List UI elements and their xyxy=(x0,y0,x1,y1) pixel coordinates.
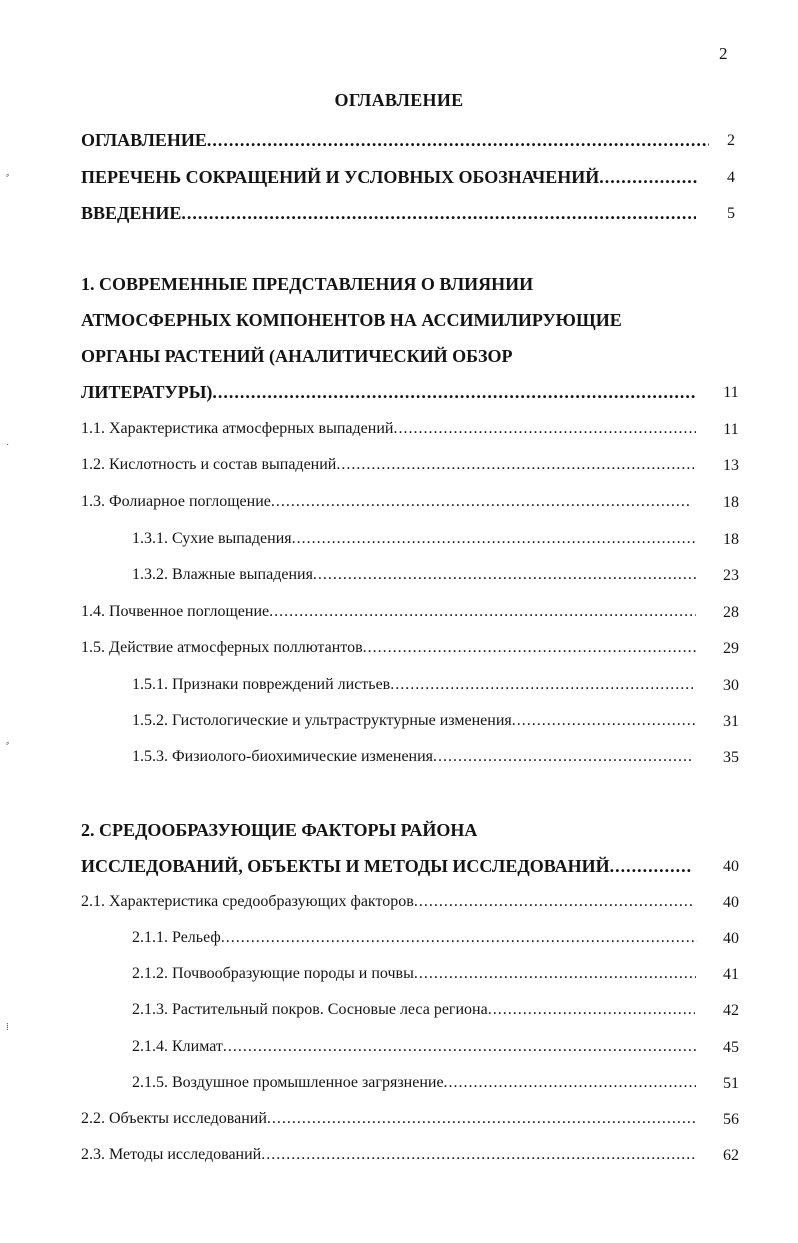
scan-speck: ⸗ xyxy=(6,738,10,749)
toc-entry xyxy=(132,748,693,766)
leader-dots xyxy=(444,1074,696,1092)
toc-entry-page: 51 xyxy=(723,1075,739,1092)
leader-dots xyxy=(610,856,693,877)
chapter-heading-line: ОРГАНЫ РАСТЕНИЙ (АНАЛИТИЧЕСКИЙ ОБЗОР xyxy=(81,346,513,366)
toc-entry xyxy=(132,530,696,548)
toc-entry xyxy=(81,603,696,621)
toc-entry xyxy=(132,965,696,983)
toc-entry-page: 2 xyxy=(727,132,735,149)
leader-dots xyxy=(207,130,709,151)
toc-entry xyxy=(81,639,697,657)
toc-entry-text: 1.4. Почвенное поглощение xyxy=(81,603,270,620)
toc-entry-text: 2.1. Характеристика средообразующих факторов xyxy=(81,893,414,910)
leader-dots xyxy=(393,420,696,438)
toc-entry-text: 1.5.3. Физиолого-биохимические изменения xyxy=(132,748,434,765)
leader-dots xyxy=(212,382,696,403)
toc-entry-page: 40 xyxy=(723,894,739,911)
chapter-heading-last-line xyxy=(81,382,696,403)
toc-entry xyxy=(81,420,696,438)
toc-entry-contents xyxy=(81,130,709,151)
toc-entry-text: 1.2. Кислотность и состав выпадений xyxy=(81,456,337,473)
toc-entry xyxy=(132,1001,695,1019)
toc-entry-text: 2.3. Методы исследований xyxy=(81,1146,262,1163)
leader-dots xyxy=(363,639,697,657)
toc-entry-page: 30 xyxy=(723,677,739,694)
leader-dots xyxy=(599,167,699,188)
toc-entry-text: 1.3. Фолиарное поглощение xyxy=(81,493,271,510)
toc-entry-page: 28 xyxy=(723,604,739,621)
toc-entry-text: 1.3.2. Влажные выпадения xyxy=(132,566,313,583)
toc-entry-abbreviations xyxy=(81,167,699,188)
leader-dots xyxy=(223,1038,696,1056)
toc-entry-text: ВВЕДЕНИЕ xyxy=(81,203,182,223)
toc-entry-page: 56 xyxy=(723,1111,739,1128)
scan-speck: ⸗ xyxy=(6,170,10,181)
chapter-heading-line: АТМОСФЕРНЫХ КОМПОНЕНТОВ НА АССИМИЛИРУЮЩИЕ xyxy=(81,310,622,330)
leader-dots xyxy=(261,1146,697,1164)
toc-entry-text: ПЕРЕЧЕНЬ СОКРАЩЕНИЙ И УСЛОВНЫХ ОБОЗНАЧЕНИЙ xyxy=(81,167,600,187)
toc-entry-page: 11 xyxy=(723,384,739,401)
toc-entry-text: 2.1.3. Растительный покров. Сосновые леса региона xyxy=(132,1001,488,1018)
toc-entry-text: 1.5.2. Гистологические и ультраструктурные изменения xyxy=(132,712,512,729)
toc-entry xyxy=(132,676,693,694)
toc-entry-text: ЛИТЕРАТУРЫ) xyxy=(81,382,213,402)
toc-entry-text: 2.2. Объекты исследований xyxy=(81,1110,267,1127)
toc-entry xyxy=(132,712,695,730)
toc-entry-page: 40 xyxy=(723,930,739,947)
toc-entry-text: 1.3.1. Сухие выпадения xyxy=(132,530,292,547)
toc-entry xyxy=(81,456,694,474)
toc-title: ОГЛАВЛЕНИЕ xyxy=(334,90,464,110)
toc-entry xyxy=(81,1110,697,1128)
toc-entry-text: 2.1.2. Почвообразующие породы и почвы xyxy=(132,965,414,982)
leader-dots xyxy=(269,603,696,621)
toc-entry-page: 11 xyxy=(723,421,739,438)
leader-dots xyxy=(390,676,693,694)
chapter-heading-line: 2. СРЕДООБРАЗУЮЩИЕ ФАКТОРЫ РАЙОНА xyxy=(81,820,478,840)
page-number: 2 xyxy=(719,44,728,63)
toc-entry-page: 18 xyxy=(723,531,739,548)
toc-entry xyxy=(81,493,690,511)
leader-dots xyxy=(336,456,694,474)
toc-entry-page: 18 xyxy=(723,494,739,511)
toc-entry xyxy=(81,893,692,911)
leader-dots xyxy=(512,712,695,730)
toc-entry xyxy=(132,929,697,947)
leader-dots xyxy=(292,530,696,548)
scan-speck: ⁞ xyxy=(6,1022,9,1033)
toc-entry-text: 1.1. Характеристика атмосферных выпадений xyxy=(81,420,394,437)
toc-entry xyxy=(132,1074,696,1092)
toc-entry-text: ОГЛАВЛЕНИЕ xyxy=(81,130,207,150)
toc-entry-page: 23 xyxy=(723,567,739,584)
leader-dots xyxy=(313,566,697,584)
toc-entry-page: 13 xyxy=(723,457,739,474)
toc-entry-page: 40 xyxy=(723,858,739,875)
leader-dots xyxy=(488,1001,695,1019)
leader-dots xyxy=(181,203,696,224)
toc-entry-page: 42 xyxy=(723,1002,739,1019)
toc-entry-page: 35 xyxy=(723,749,739,766)
toc-entry-page: 62 xyxy=(723,1147,739,1164)
chapter-heading-last-line xyxy=(81,856,693,877)
leader-dots xyxy=(221,929,697,947)
toc-entry-text: 1.5. Действие атмосферных поллютантов xyxy=(81,639,363,656)
toc-entry-page: 5 xyxy=(727,205,735,222)
toc-entry-introduction xyxy=(81,203,696,224)
toc-entry xyxy=(81,1146,697,1164)
toc-entry-page: 4 xyxy=(727,169,735,186)
leader-dots xyxy=(267,1110,697,1128)
leader-dots xyxy=(433,748,693,766)
toc-entry-text: 2.1.1. Рельеф xyxy=(132,929,221,946)
leader-dots xyxy=(414,965,696,983)
toc-entry-text: 2.1.4. Климат xyxy=(132,1038,223,1055)
toc-entry-text: 1.5.1. Признаки повреждений листьев xyxy=(132,676,391,693)
leader-dots xyxy=(414,893,692,911)
scan-speck: · xyxy=(6,440,10,451)
chapter-heading-line: 1. СОВРЕМЕННЫЕ ПРЕДСТАВЛЕНИЯ О ВЛИЯНИИ xyxy=(81,274,534,294)
toc-entry-text: ИССЛЕДОВАНИЙ, ОБЪЕКТЫ И МЕТОДЫ ИССЛЕДОВАНИЙ xyxy=(81,856,610,876)
toc-entry-page: 31 xyxy=(723,713,739,730)
leader-dots xyxy=(271,493,690,511)
toc-entry-page: 45 xyxy=(723,1039,739,1056)
toc-entry xyxy=(132,566,697,584)
toc-entry-text: 2.1.5. Воздушное промышленное загрязнение xyxy=(132,1074,444,1091)
toc-entry-page: 29 xyxy=(723,640,739,657)
toc-entry-page: 41 xyxy=(723,966,739,983)
toc-entry xyxy=(132,1038,696,1056)
